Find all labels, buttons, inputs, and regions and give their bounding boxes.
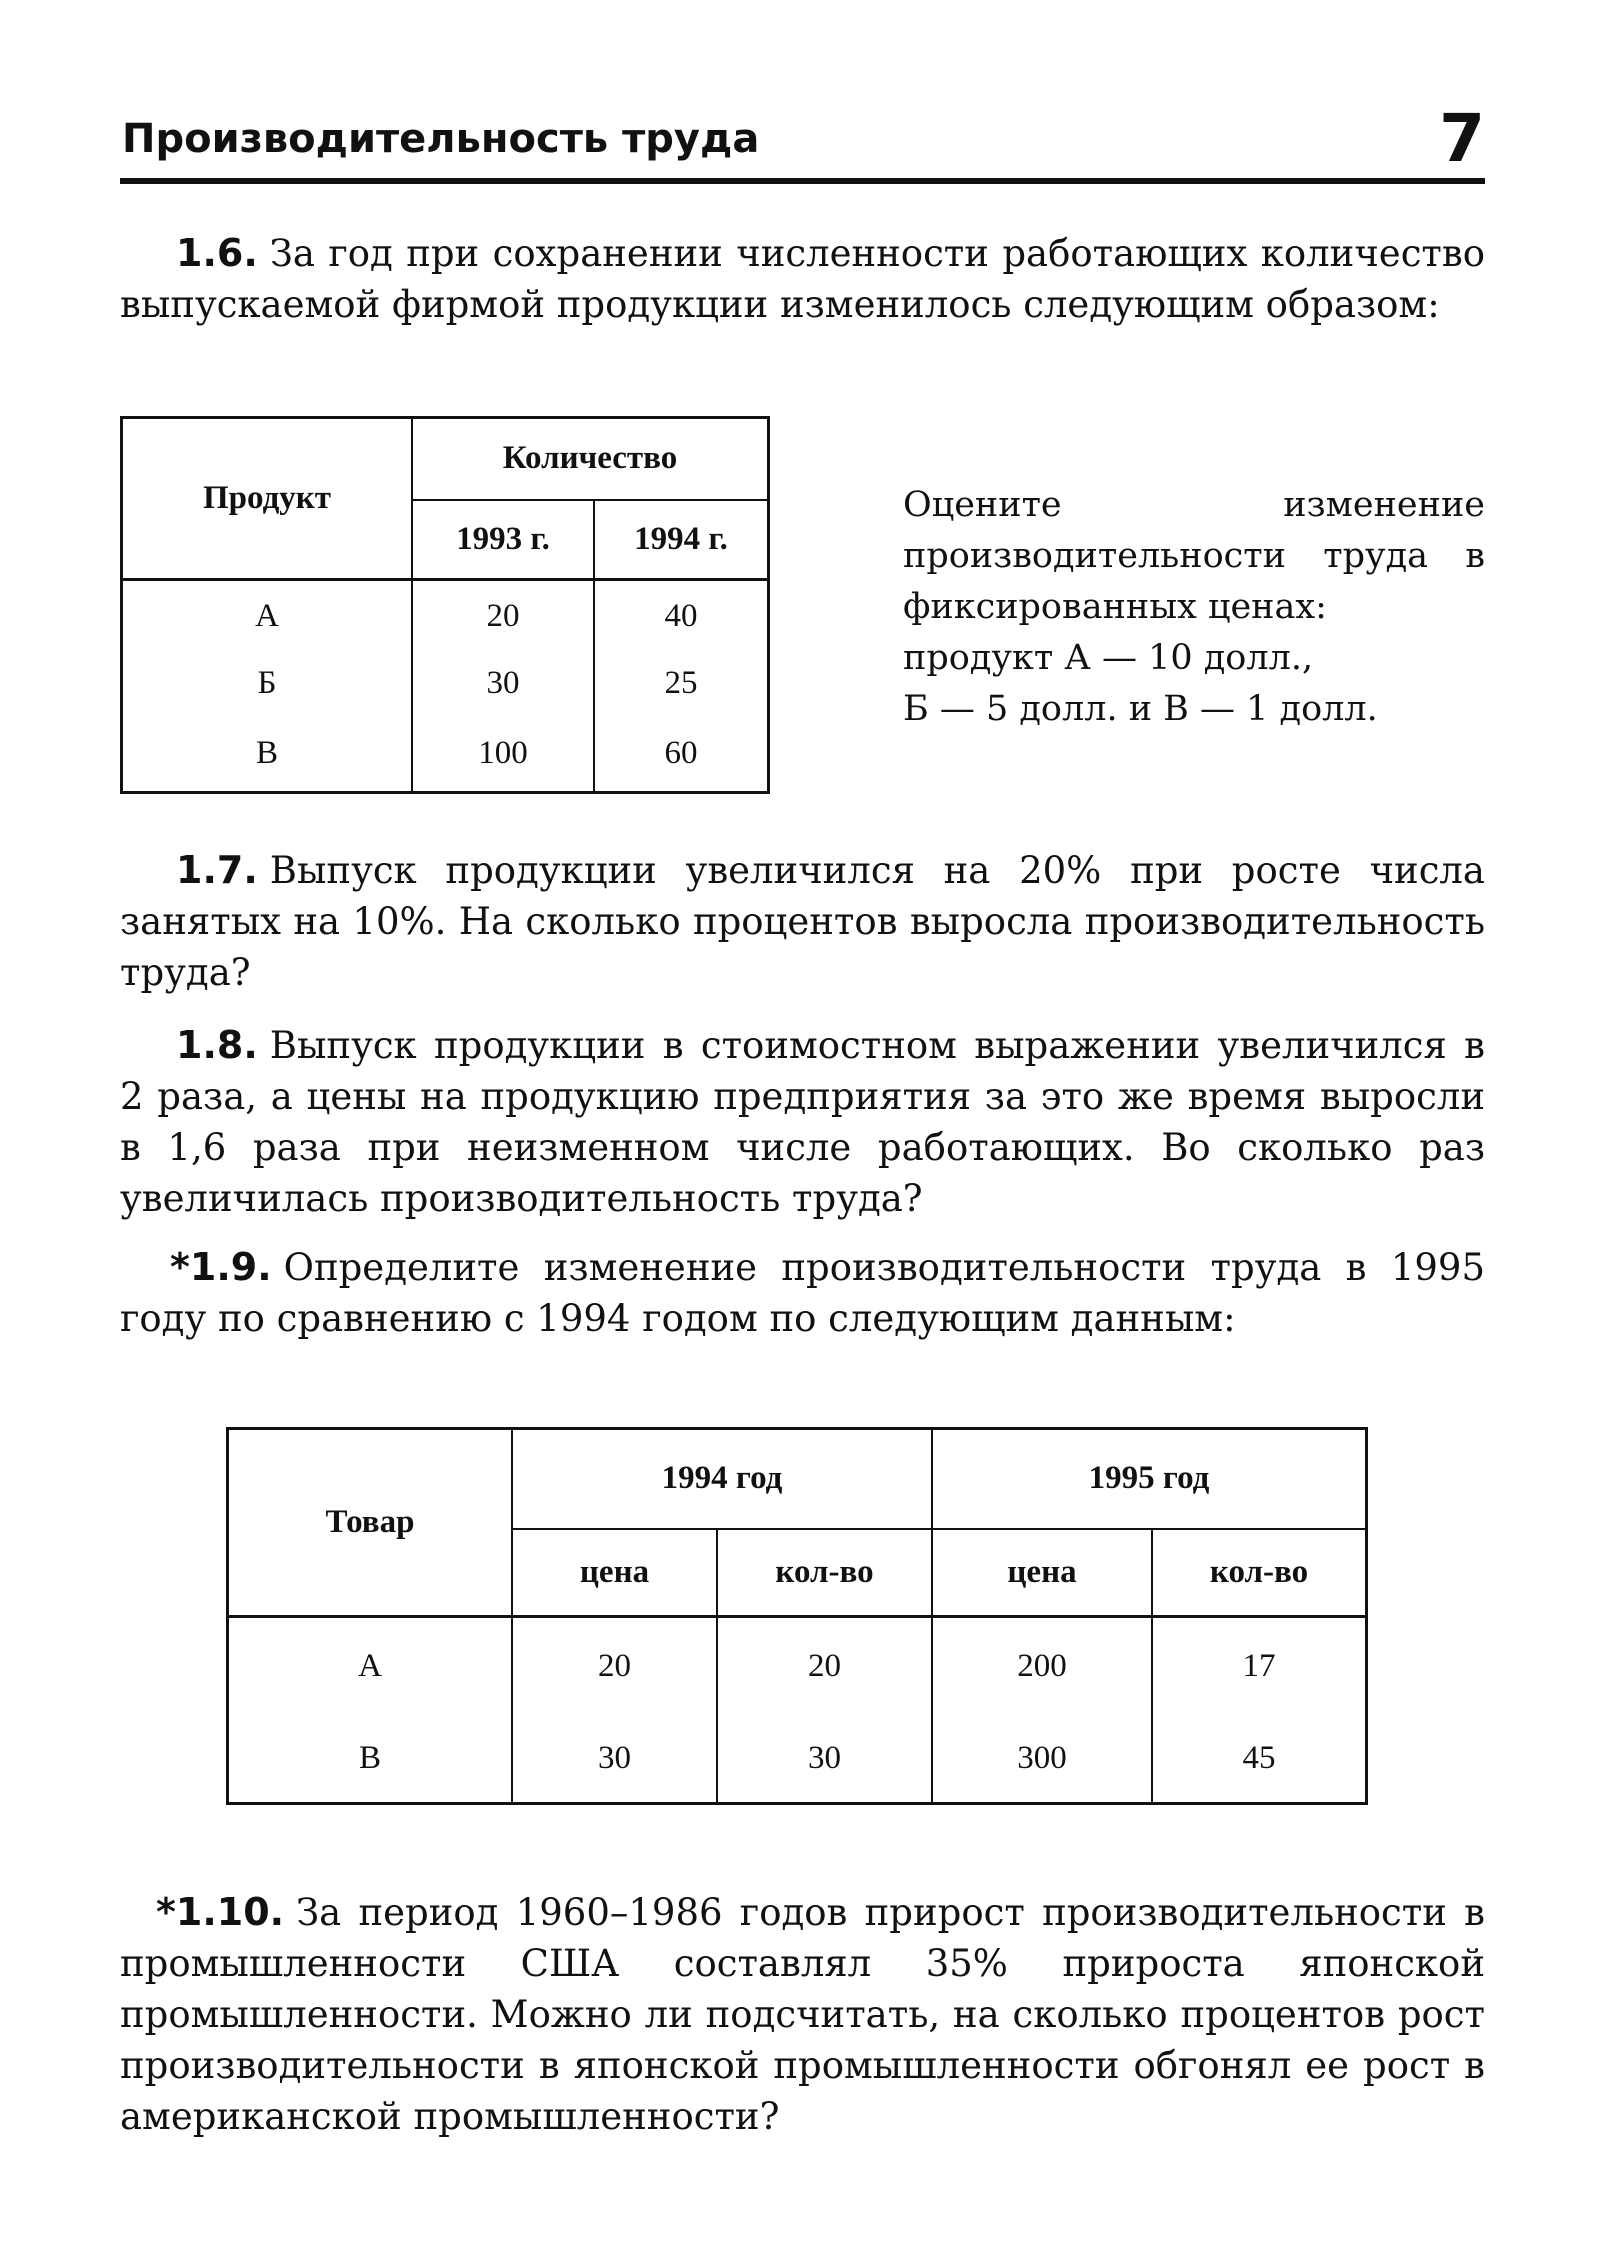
note-line: Б — 5 долл. и В — 1 долл.: [903, 689, 1378, 729]
header-quantity: Количество: [502, 440, 678, 477]
table-row: А 20 20 200 17: [228, 1617, 1367, 1715]
header-year-1995: 1995 год: [1088, 1460, 1210, 1497]
table-row: В 30 30 300 45: [228, 1715, 1367, 1804]
problem-1-6: [120, 228, 1485, 330]
note-line: продукт А — 10 долл.,: [903, 638, 1314, 678]
problem-number: *1.10.: [156, 1890, 285, 1934]
header-year-1994: 1994 г.: [594, 500, 769, 580]
problem-text: Выпуск продукции увеличился на 20% при росте числа занятых на 10%. На сколько процентов выросла производительность труда?: [120, 849, 1485, 994]
table-row: В 100 60: [122, 716, 769, 793]
problem-1-10: [120, 1887, 1485, 2142]
problem-1-8: [120, 1020, 1485, 1224]
page-number: 7: [1439, 100, 1485, 177]
table-row: А 20 40: [122, 580, 769, 652]
note-line: Оцените изменение производительности труда в фиксированных ценах:: [903, 485, 1485, 627]
product-quantity-table: [120, 416, 770, 794]
header-price-1995: цена: [932, 1529, 1152, 1617]
task-note: [903, 480, 1485, 735]
header-product: Продукт: [122, 418, 413, 580]
problem-1-7: [120, 845, 1485, 998]
table-row: Б 30 25: [122, 652, 769, 716]
header-qty-1995: кол-во: [1152, 1529, 1367, 1617]
header-year-1994: 1994 год: [512, 1429, 932, 1529]
problem-1-9: [120, 1242, 1485, 1344]
header-qty-1994: кол-во: [717, 1529, 932, 1617]
problem-number: *1.9.: [170, 1245, 272, 1289]
goods-price-quantity-table: [226, 1427, 1368, 1805]
problem-number: 1.8.: [176, 1023, 258, 1067]
problem-text: Определите изменение производительности труда в 1995 году по сравнению с 1994 годом по следующим данным:: [120, 1246, 1485, 1340]
problem-text: Выпуск продукции в стоимостном выражении увеличился в 2 раза, а цены на продукцию предприятия за это же время выросли в 1,6 раза при неизменном числе работающих. Во сколько раз увеличилась производительность труда?: [120, 1024, 1485, 1220]
problem-text: За год при сохранении численности работающих количество выпускаемой фирмой продукции изменилось следующим образом:: [120, 232, 1485, 326]
header-year-1993: 1993 г.: [412, 500, 594, 580]
problem-number: 1.6.: [176, 231, 258, 275]
page-header: [120, 100, 1485, 184]
chapter-title: Производительность труда: [122, 116, 760, 162]
problem-text: За период 1960–1986 годов прирост производительности в промышленности США составлял 35% прироста японской промышленности. Можно ли подсчитать, на сколько процентов рост производительности в японской промышленности обгонял ее рост в американской промышленности?: [120, 1891, 1485, 2138]
header-price-1994: цена: [512, 1529, 717, 1617]
problem-number: 1.7.: [176, 848, 258, 892]
header-good: Товар: [228, 1429, 513, 1617]
